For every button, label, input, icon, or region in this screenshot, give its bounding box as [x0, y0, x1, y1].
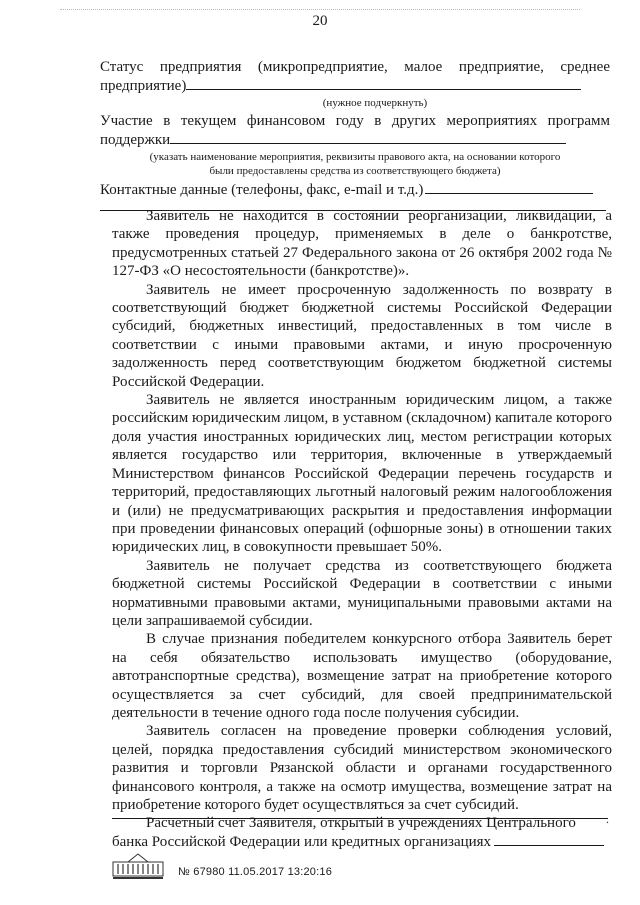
status-line — [100, 58, 610, 77]
status-label: Статус — [100, 59, 144, 75]
participation-note-2: были предоставлены средства из соответствующего бюджета) — [209, 165, 501, 177]
status-line-2 — [100, 77, 610, 96]
paragraph-not-foreign: Заявитель не является иностранным юридическим лицом, а также российским юридическим лицом, в уставном (складочном) капитале которого доля участия иностранных юридических лиц, местом регистрации которых является государство или территория, включенные в утверждаемый Министерством финансов Российской Федерации перечень государств и территорий, предоставляющих льготный налоговый режим налогообложения и (или) не предусматривающих раскрытия и предоставления информации при проведении финансовых операций (офшорные зоны) в отношении таких юридических лиц, в совокупности превышает 50%. — [112, 392, 612, 556]
contacts-blank — [425, 181, 593, 194]
status-blank — [186, 77, 581, 90]
declarations-body — [112, 207, 612, 851]
status-note: (нужное подчеркнуть) — [322, 97, 428, 109]
paragraph-no-debt: Заявитель не имеет просроченную задолженность по возврату в соответствующий бюджет бюджетной системы Российской Федерации субсидий, бюджетных инвестиций, предоставленных в том числе в соответствии с иными правовыми актами, и иную просроченную задолженность перед соответствующим бюджетом бюджетной системы Российской Федерации. — [112, 281, 612, 390]
ministry-building-logo — [112, 850, 164, 880]
paragraph-consent-inspection: Заявитель согласен на проведение проверки соблюдения условий, целей, порядка предоставления субсидий министерством экономического развития и торговли Рязанской области и органами государственного финансового контроля, а также на осмотр имущества, возмещение затрат на приобретение которого будет осуществляться за счет субсидий. — [112, 723, 612, 813]
page-number: 20 — [312, 13, 328, 29]
contacts-line — [100, 181, 610, 200]
participation-label: поддержки — [100, 132, 171, 148]
scan-edge-dots — [60, 9, 580, 12]
participation-note-1: (указать наименование мероприятия, реквизиты правового акта, на основании которого — [149, 151, 561, 163]
registration-stamp — [112, 850, 332, 880]
paragraph-no-other-funds: Заявитель не получает средства из соответствующего бюджета бюджетной системы Российской Федерации в соответствии с иными нормативными правовыми актами, муниципальными правовыми актами на цели запрашиваемой субсидии. — [112, 557, 612, 629]
status-options: предприятия (микропредприятие, малое предприятие, среднее — [159, 59, 610, 75]
participation-line-2 — [100, 131, 610, 150]
contacts-label: Контактные данные (телефоны, факс, e-mail и т.д.) — [100, 182, 424, 198]
paragraph-obligation: В случае признания победителем конкурсного отбора Заявитель берет на себя обязательство использовать имущество (оборудование, автотранспортные средства), возмещение затрат на приобретение которого осуществляется за счет субсидий, для своей предпринимательской деятельности в течение одного года после получения субсидии. — [112, 631, 612, 721]
bank-line-end-dot: . — [606, 812, 609, 826]
paragraph-no-reorganization: Заявитель не находится в состоянии реорганизации, ликвидации, а также проведения процедур, применяемых в деле о банкротстве, предусмотренных статьей 27 Федерального закона от 26 октября 2002 года № 127-ФЗ «О несостоятельности (банкротстве)». — [112, 208, 612, 280]
applicant-header-fields — [100, 58, 610, 211]
bank-account-blank — [494, 833, 604, 846]
participation-line: Участие в текущем финансовом году в других мероприятиях программ — [100, 113, 610, 129]
bank-account-blank-2 — [112, 818, 608, 819]
participation-blank — [170, 131, 566, 144]
bank-account-text: Расчетный счет Заявителя, открытый в учреждениях Центрального банка Российской Федерации или кредитных организациях — [112, 815, 576, 850]
status-options-end: предприятие) — [100, 78, 187, 94]
registration-number: № 67980 11.05.2017 13:20:16 — [178, 866, 333, 878]
paragraph-bank-account — [112, 814, 612, 851]
